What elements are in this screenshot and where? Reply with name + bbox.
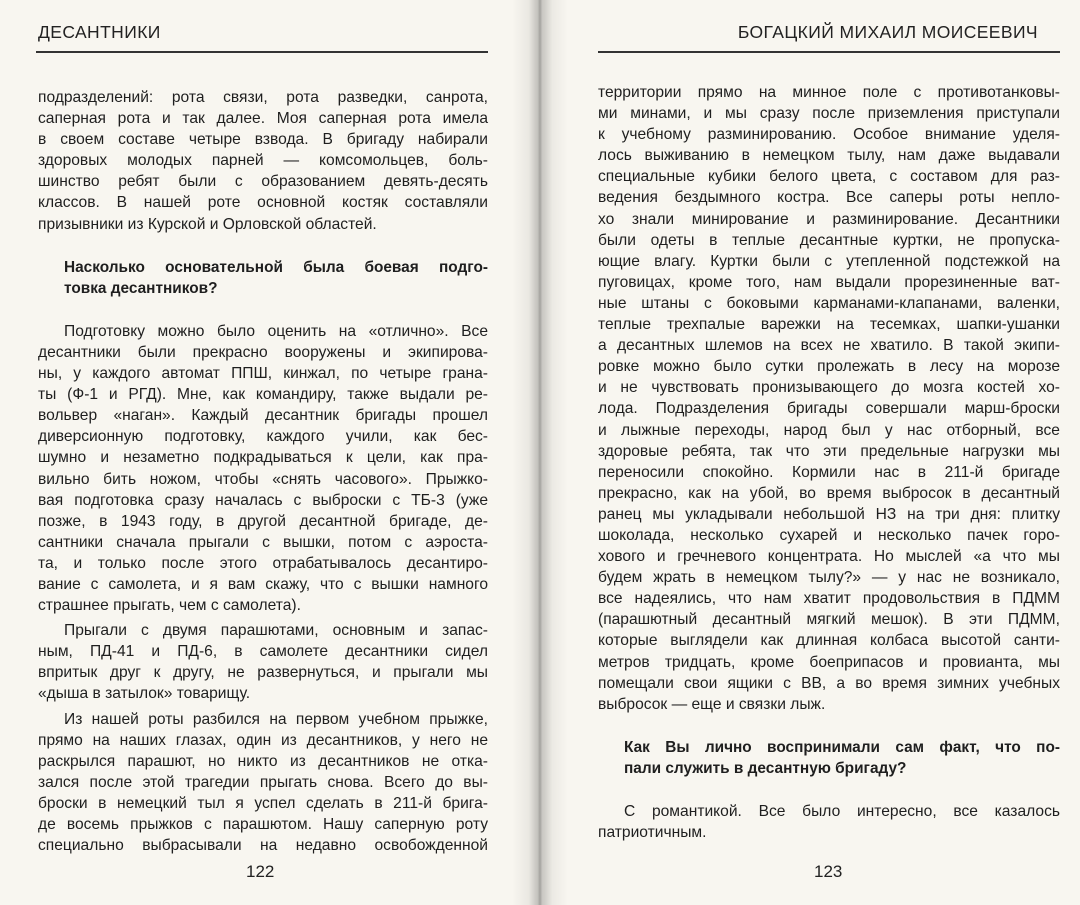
- text-line: все надеялись, что нам хватит продовольствия в ПДММ: [598, 590, 1060, 608]
- text-line: теплые трехпалые варежки на тесемках, шапки-ушанки: [598, 316, 1060, 334]
- text-line: хо знали минирование и разминирование. Десантники: [598, 210, 1060, 228]
- paragraph: [38, 709, 488, 857]
- interview-question: [38, 257, 488, 299]
- text-line: патриотичным.: [598, 824, 707, 842]
- text-line: шинство ребят были с образованием девять-десять: [38, 173, 488, 191]
- text-line: помещали свои ящики с ВВ, а во время зимних учебных: [598, 674, 1060, 692]
- header-rule: [36, 51, 488, 53]
- question-line: пали служить в десантную бригаду?: [624, 759, 907, 777]
- text-line: десантники были прекрасно вооружены и экипирова-: [38, 343, 488, 361]
- text-line: и лыжные переходы, народ был у нас отборный, все: [598, 421, 1060, 439]
- page-body: [598, 82, 1060, 843]
- text-line: которые выглядели как длинная колбаса высотой санти-: [598, 632, 1060, 650]
- text-line: здоровых молодых парней — комсомольцев, боль-: [38, 152, 488, 170]
- text-line: саперная рота и так далее. Моя саперная рота имела: [38, 110, 488, 128]
- text-line: лода. Подразделения бригады совершали марш-броски: [598, 400, 1060, 418]
- question-line: товка десантников?: [64, 279, 218, 297]
- text-line: к учебному разминированию. Особое внимание уделя-: [598, 126, 1060, 144]
- header-rule: [598, 51, 1060, 53]
- text-line: призывники из Курской и Орловской областей.: [38, 215, 377, 233]
- text-line: ные штаны с боковыми карманами-клапанами, валенки,: [598, 294, 1060, 312]
- text-line: вильно бить ножом, чтобы «снять часового». Прыжко-: [38, 470, 488, 488]
- text-line: выбросок — еще и связки лыж.: [598, 695, 826, 713]
- paragraph: [38, 620, 488, 704]
- text-line: зался после этой трагедии прыгать снова. Всего до вы-: [38, 773, 488, 791]
- text-line: шоколада, несколько сухарей и несколько пачек горо-: [598, 526, 1060, 544]
- text-line: прямо на наших глазах, один из десантников, у него не: [38, 731, 488, 749]
- running-header: БОГАЦКИЙ МИХАИЛ МОИСЕЕВИЧ: [737, 22, 1038, 42]
- text-line: в своем составе четыре взвода. В бригаду набирали: [38, 131, 488, 149]
- paragraph: [38, 321, 488, 616]
- text-line: (парашютный десантный мягкий мешок). В эти ПДММ,: [598, 611, 1060, 629]
- text-line: позже, в 1943 году, в другой десантной бригаде, де-: [38, 512, 488, 530]
- text-line: ным, ПД-41 и ПД-6, в самолете десантники сидел: [38, 643, 488, 661]
- text-line: будем жрать в немецком тылу?» — у нас не возникало,: [598, 569, 1060, 587]
- text-line: территории прямо на минное поле с противотанковы-: [598, 84, 1060, 101]
- text-line: пуговицах, кроме того, нам выдали прорезиненные ват-: [598, 273, 1060, 291]
- text-line: были одеты в теплые десантные куртки, не пропуска-: [598, 231, 1060, 249]
- text-line: де восемь прыжков с парашютом. Нашу саперную роту: [38, 816, 488, 833]
- paragraph: [598, 801, 1060, 843]
- right-page: [544, 0, 1080, 905]
- text-line: вание с самолета, и я вам скажу, что с вышки намного: [38, 575, 488, 593]
- text-line: С романтикой. Все было интересно, все казалось: [624, 803, 1060, 820]
- text-line: раскрылся парашют, но никто из десантников не отка-: [38, 752, 488, 770]
- running-header: ДЕСАНТНИКИ: [38, 22, 161, 42]
- interview-question: [598, 737, 1060, 779]
- text-line: ведения бездымного костра. Все саперы роты непло-: [598, 189, 1060, 207]
- text-line: шумно и незаметно подкрадываться к цели, как пра-: [38, 449, 488, 467]
- question-line: Насколько основательной была боевая подго-: [64, 258, 488, 276]
- text-line: специально выбрасывали на недавно освобожденной: [38, 837, 488, 855]
- text-line: переносили спокойно. Кормили нас в 211-й бригаде: [598, 463, 1060, 481]
- page-number: 123: [814, 862, 843, 881]
- text-line: классов. В нашей роте основной костяк составляли: [38, 194, 488, 212]
- page-number: 122: [246, 862, 275, 881]
- text-line: метров тридцать, кроме боеприпасов и провианта, мы: [598, 653, 1060, 671]
- paragraph: [598, 82, 1060, 715]
- text-line: ты (Ф-1 и РГД). Мне, как командиру, также выдали ре-: [38, 386, 488, 404]
- text-line: вая подготовка сразу началась с выброски с ТБ-3 (уже: [38, 491, 488, 509]
- text-line: здоровые ребята, так что эти предельные нагрузки мы: [598, 442, 1060, 460]
- text-line: Из нашей роты разбился на первом учебном прыжке,: [64, 710, 488, 728]
- text-line: броски в немецкий тыл я успел сделать в 211-й брига-: [38, 794, 488, 812]
- text-line: вольвер «наган». Каждый десантник бригады прошел: [38, 407, 488, 425]
- text-line: впритык друг к другу, не развернуться, и прыгали мы: [38, 664, 488, 682]
- text-line: «дыша в затылок» товарищу.: [38, 685, 251, 703]
- text-line: прекрасно, как на убой, во время выбросок в десантный: [598, 484, 1060, 502]
- text-line: лось выживанию в немецком тылу, нам даже выдавали: [598, 147, 1060, 165]
- left-page: [0, 0, 536, 905]
- text-line: и не чувствовать пронизывающего до мозга костей хо-: [598, 379, 1060, 397]
- text-line: ны, у каждого автомат ППШ, кинжал, по четыре грана-: [38, 365, 488, 383]
- page-body: [38, 87, 488, 856]
- text-line: сантники сначала прыгали с вышки, потом с аэроста-: [38, 533, 488, 551]
- text-line: а десантных шлемов на всех не хватило. В такой экипи-: [598, 337, 1060, 355]
- text-line: страшнее прыгать, чем с самолета).: [38, 597, 301, 615]
- text-line: Подготовку можно было оценить на «отлично». Все: [64, 322, 488, 340]
- text-line: специальные кубики белого цвета, с составом для раз-: [598, 168, 1060, 186]
- question-line: Как Вы лично воспринимали сам факт, что по-: [624, 738, 1060, 756]
- text-line: та, и только после этого отрабатывалось десантиро-: [38, 554, 488, 572]
- paragraph: [38, 87, 488, 235]
- text-line: ми минами, и мы сразу после приземления приступали: [598, 105, 1060, 123]
- text-line: ранец мы укладывали небольшой НЗ на три дня: плитку: [598, 505, 1060, 523]
- text-line: диверсионную подготовку, каждого учили, как бес-: [38, 428, 488, 446]
- text-line: ровке можно было сутки пролежать в лесу на морозе: [598, 358, 1060, 376]
- text-line: хового и гречневого концентрата. Но мыслей «а что мы: [598, 548, 1060, 566]
- text-line: ющие влагу. Куртки были с утепленной подстежкой на: [598, 252, 1060, 270]
- text-line: подразделений: рота связи, рота разведки, санрота,: [38, 89, 488, 106]
- text-line: Прыгали с двумя парашютами, основным и запас-: [64, 622, 488, 640]
